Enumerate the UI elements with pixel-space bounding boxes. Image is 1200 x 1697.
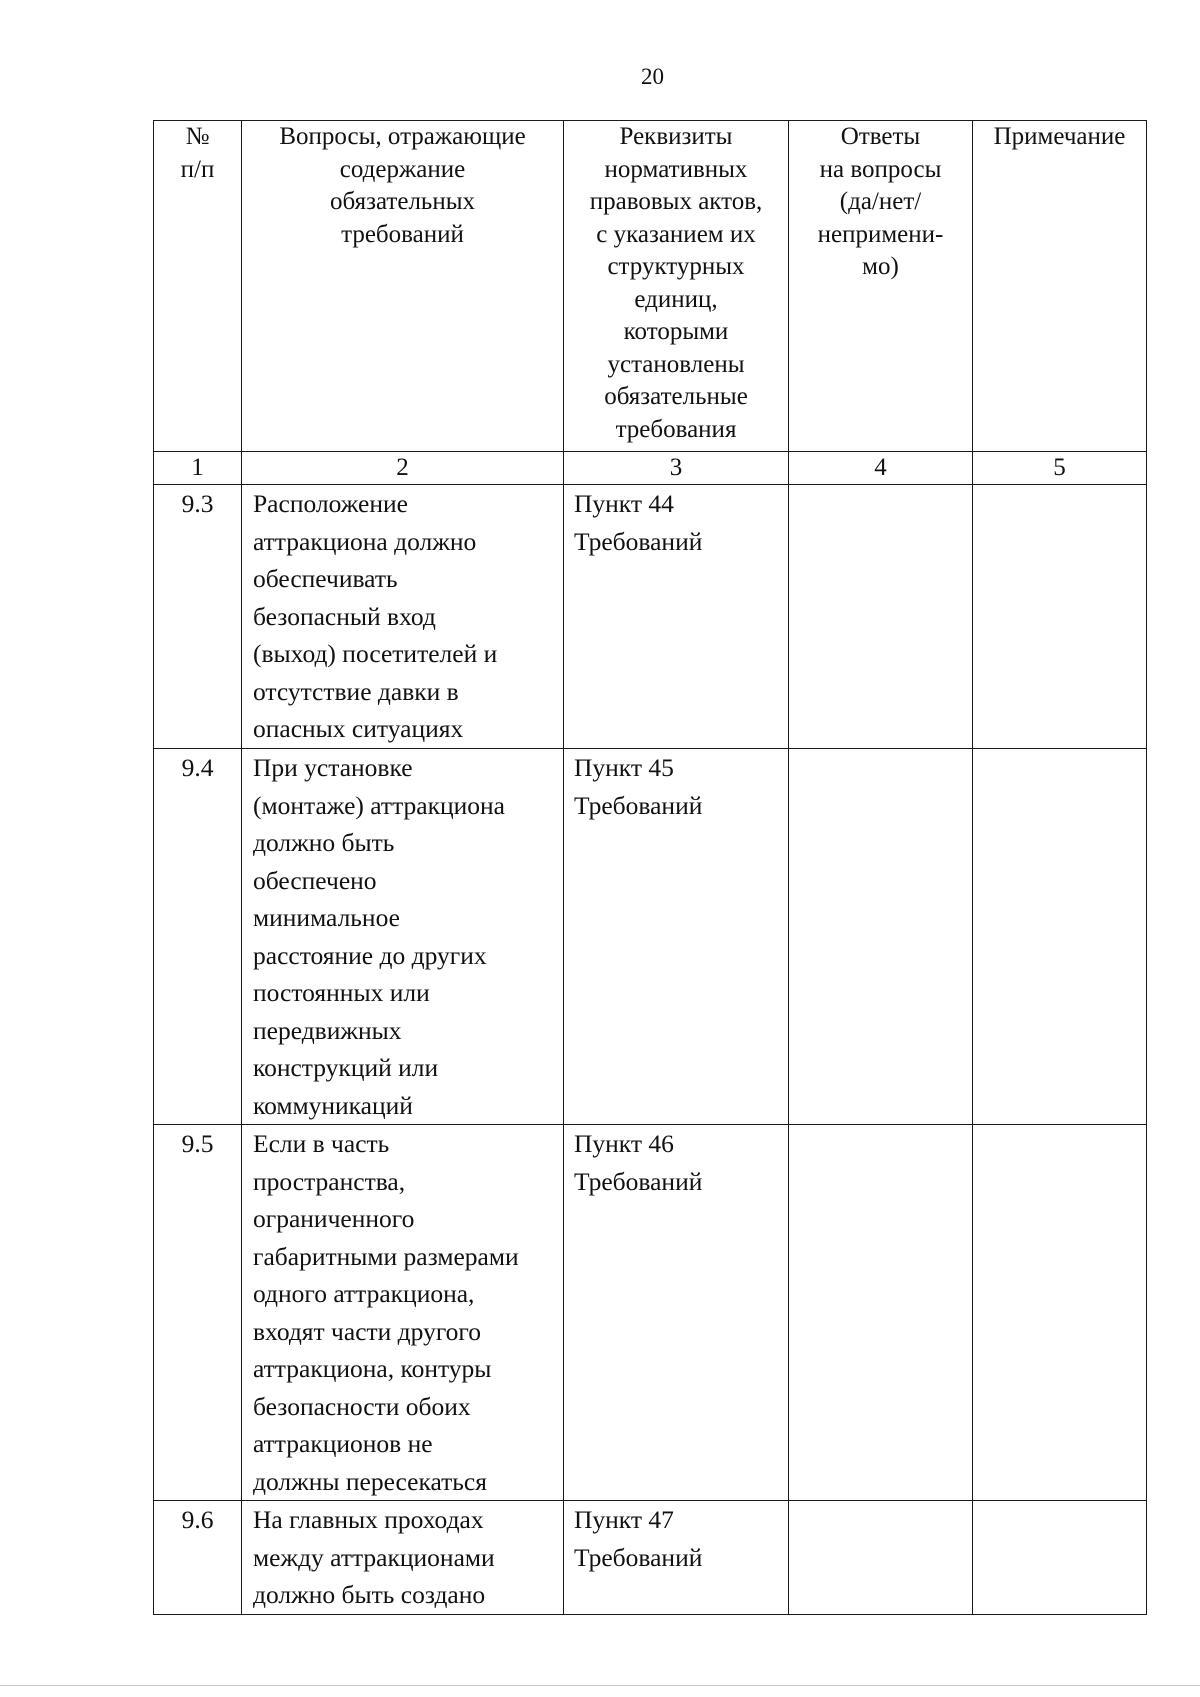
table-row: [154, 485, 1147, 749]
note-cell[interactable]: [973, 485, 1147, 749]
column-number: 2: [242, 452, 564, 485]
column-number: 4: [789, 452, 973, 485]
page-number: 20: [641, 64, 664, 89]
scan-bottom-edge: [0, 1685, 1200, 1686]
reference-cell: Пункт 45 Требований: [564, 749, 789, 1125]
question-cell: При установке (монтаже) аттракциона должно быть обеспечено минимальное расстояние до других постоянных или передвижных конструкций или коммуникаций: [242, 749, 564, 1125]
reference-cell: Пункт 46 Требований: [564, 1125, 789, 1501]
table-row: [154, 1501, 1147, 1615]
table-row: [154, 1125, 1147, 1501]
reference-cell: Пункт 44 Требований: [564, 485, 789, 749]
answer-cell[interactable]: [789, 1125, 973, 1501]
row-number: 9.5: [154, 1125, 242, 1501]
reference-cell: Пункт 47 Требований: [564, 1501, 789, 1615]
question-cell: На главных проходах между аттракционами должно быть создано: [242, 1501, 564, 1615]
header-legal-references: Реквизиты нормативных правовых актов, с указанием их структурных единиц, которыми установлены обязательные требования: [564, 121, 789, 452]
column-number: 3: [564, 452, 789, 485]
requirements-checklist-table: [153, 120, 1147, 1615]
row-number: 9.4: [154, 749, 242, 1125]
answer-cell[interactable]: [789, 749, 973, 1125]
header-answers: Ответы на вопросы (да/нет/ непримени- мо): [789, 121, 973, 452]
question-cell: Если в часть пространства, ограниченного габаритными размерами одного аттракциона, входят части другого аттракциона, контуры безопасности обоих аттракционов не должны пересекаться: [242, 1125, 564, 1501]
header-questions: Вопросы, отражающие содержание обязательных требований: [242, 121, 564, 452]
note-cell[interactable]: [973, 749, 1147, 1125]
header-note: Примечание: [973, 121, 1147, 452]
note-cell[interactable]: [973, 1501, 1147, 1615]
row-number: 9.3: [154, 485, 242, 749]
table-row: [154, 749, 1147, 1125]
answer-cell[interactable]: [789, 1501, 973, 1615]
note-cell[interactable]: [973, 1125, 1147, 1501]
question-cell: Расположение аттракциона должно обеспечивать безопасный вход (выход) посетителей и отсутствие давки в опасных ситуациях: [242, 485, 564, 749]
column-number: 5: [973, 452, 1147, 485]
header-number: № п/п: [154, 121, 242, 452]
row-number: 9.6: [154, 1501, 242, 1615]
column-number: 1: [154, 452, 242, 485]
column-number-row: [154, 452, 1147, 485]
table-header-row: [154, 121, 1147, 452]
answer-cell[interactable]: [789, 485, 973, 749]
